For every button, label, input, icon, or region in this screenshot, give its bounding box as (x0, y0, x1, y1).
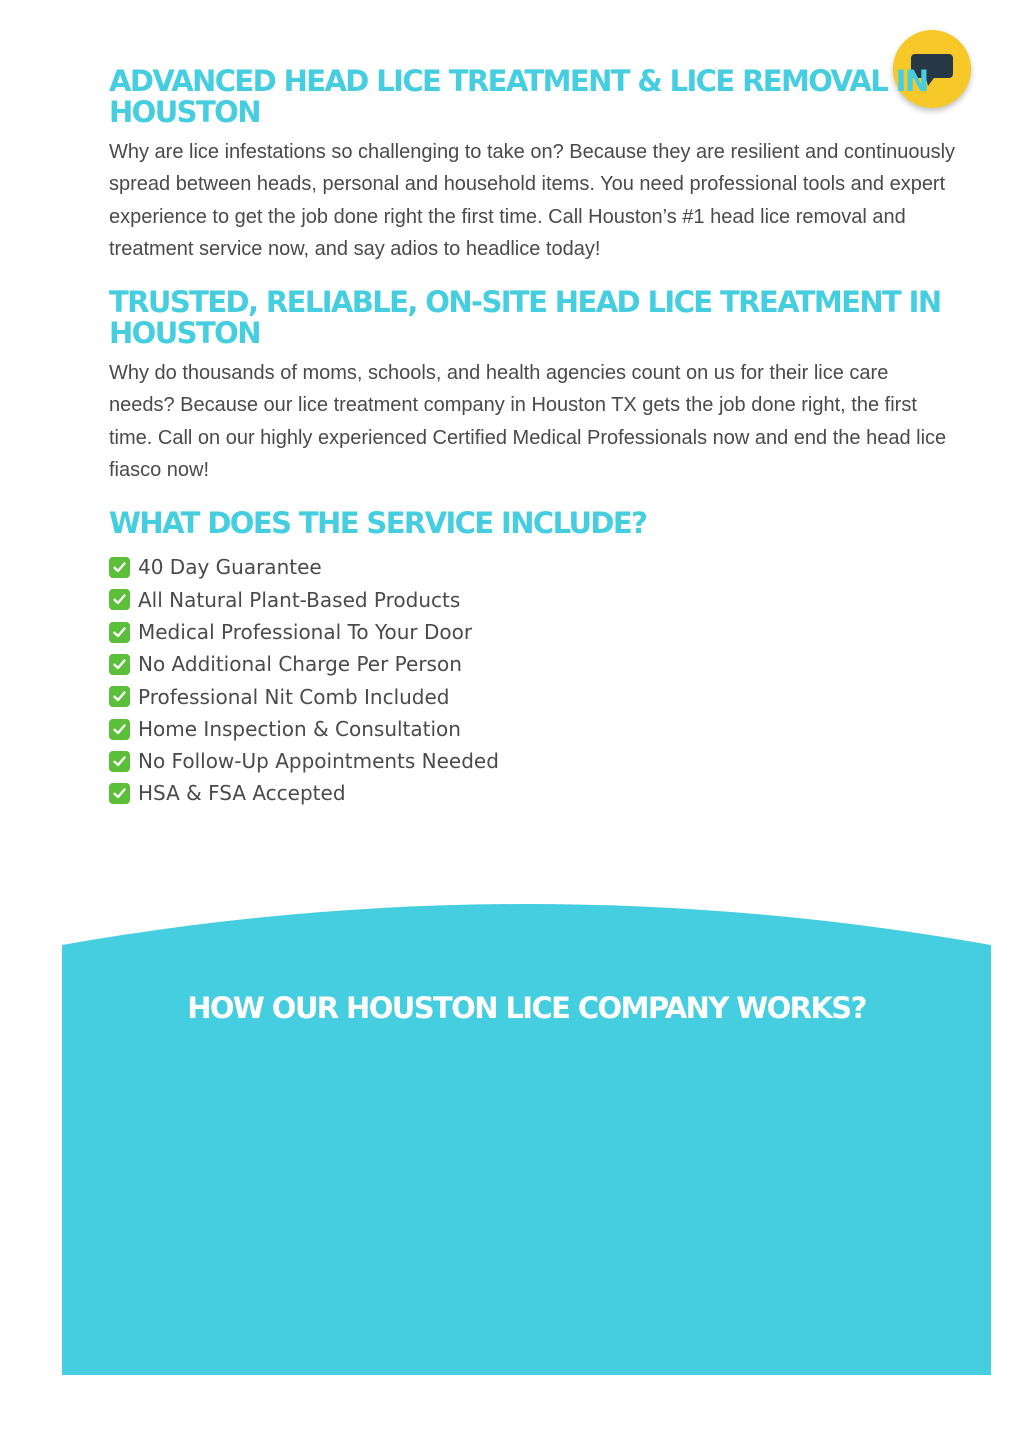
service-heading: WHAT DOES THE SERVICE INCLUDE? (109, 506, 647, 541)
feature-item (109, 551, 959, 583)
feature-item (109, 681, 959, 713)
check-mark-icon (109, 622, 130, 643)
feature-label: Professional Nit Comb Included (138, 684, 450, 709)
how-it-works-banner (62, 903, 991, 1375)
check-mark-icon (109, 654, 130, 675)
feature-item (109, 584, 959, 616)
check-mark-icon (109, 557, 130, 578)
section-body-trusted-treatment: Why do thousands of moms, schools, and health agencies count on us for their lice care needs? Because our lice treatment company in Houston TX gets the job done right, the first time. Call on our highly experienced Certified Medical Professionals now and end the head lice fiasco now! (109, 362, 947, 482)
feature-label: 40 Day Guarantee (138, 555, 322, 580)
feature-item (109, 777, 959, 809)
check-mark-icon (109, 686, 130, 707)
service-feature-list (109, 551, 959, 809)
feature-label: Home Inspection & Consultation (138, 716, 461, 741)
feature-item (109, 745, 959, 777)
feature-label: Medical Professional To Your Door (138, 619, 473, 644)
feature-label: HSA & FSA Accepted (138, 781, 346, 806)
check-mark-icon (109, 783, 130, 804)
section-heading-trusted-treatment: TRUSTED, RELIABLE, ON-SITE HEAD LICE TREATMENT IN HOUSTON (109, 285, 941, 351)
check-mark-icon (109, 719, 130, 740)
how-it-works-title: HOW OUR HOUSTON LICE COMPANY WORKS? (187, 991, 866, 1025)
check-mark-icon (109, 589, 130, 610)
check-mark-icon (109, 751, 130, 772)
section-heading-advanced-treatment: ADVANCED HEAD LICE TREATMENT & LICE REMOVAL IN HOUSTON (109, 64, 928, 129)
feature-item (109, 648, 959, 680)
feature-label: No Follow-Up Appointments Needed (138, 749, 499, 774)
main-content (109, 66, 959, 810)
feature-label: No Additional Charge Per Person (138, 652, 462, 677)
feature-label: All Natural Plant-Based Products (138, 587, 461, 612)
section-body-advanced-treatment: Why are lice infestations so challenging to take on? Because they are resilient and continuously spread between heads, personal and household items. You need professional tools and expert experience to get the job done right the first time. Call Houston’s #1 head lice removal and treatment service now, and say adios to headlice today! (109, 141, 956, 260)
feature-item (109, 713, 959, 745)
banner-curved-background (62, 903, 991, 1375)
feature-item (109, 616, 959, 648)
